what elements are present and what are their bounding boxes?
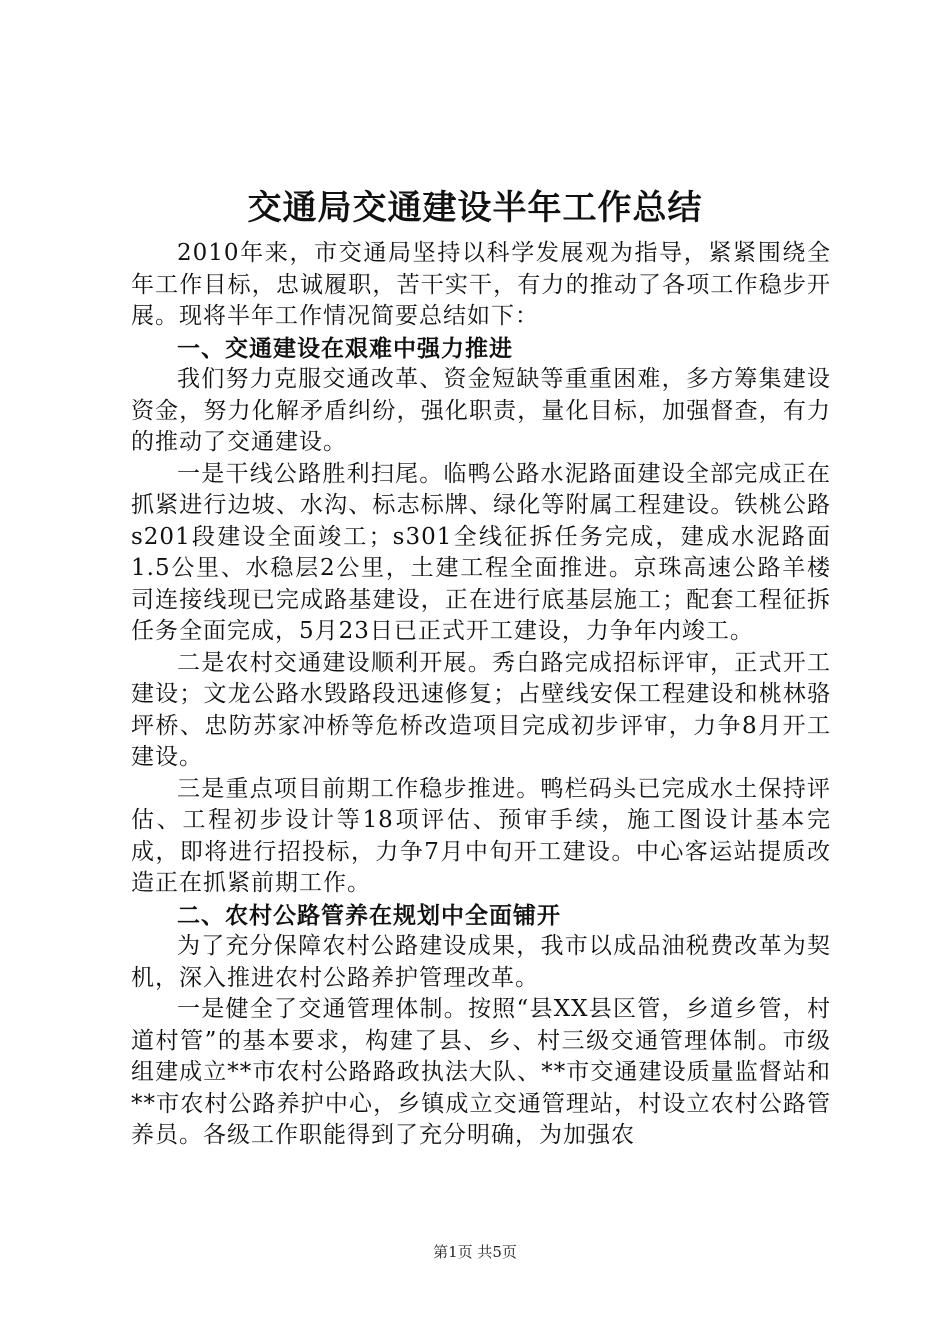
body-paragraph: 我们努力克服交通改革、资金短缺等重重困难，多方筹集建设资金，努力化解矛盾纠纷，强化职责，量化目标，加强督查，有力的推动了交通建设。 bbox=[131, 366, 831, 455]
body-paragraph: 为了充分保障农村公路建设成果，我市以成品油税费改革为契机，深入推进农村公路养护管理改革。 bbox=[131, 933, 831, 991]
body-paragraph: 2010年来，市交通局坚持以科学发展观为指导，紧紧围绕全年工作目标，忠诚履职，苦干实干，有力的推动了各项工作稳步开展。现将半年工作情况简要总结如下： bbox=[131, 240, 831, 329]
section-heading: 一、交通建设在艰难中强力推进 bbox=[177, 334, 513, 362]
body-paragraph: 二是农村交通建设顺利开展。秀白路完成招标评审，正式开工建设；文龙公路水毁路段迅速修复；占壁线安保工程建设和桃林骆坪桥、忠防苏家冲桥等危桥改造项目完成初步评审，力争8月开工建设。 bbox=[131, 649, 831, 770]
page-footer: 第1页 共5页 bbox=[433, 1243, 517, 1261]
body-paragraph: 一是干线公路胜利扫尾。临鸭公路水泥路面建设全部完成正在抓紧进行边坡、水沟、标志标牌、绿化等附属工程建设。铁桃公路s201段建设全面竣工；s301全线征拆任务完成，建成水泥路面1.5公里、水稳层2公里，土建工程全面推进。京珠高速公路羊楼司连接线现已完成路基建设，正在进行底基层施工；配套工程征拆任务全面完成，5月23日已正式开工建设，力争年内竣工。 bbox=[131, 460, 831, 644]
body-paragraph: 一是健全了交通管理体制。按照“县XX县区管，乡道乡管，村道村管”的基本要求，构建了县、乡、村三级交通管理体制。市级组建成立**市农村公路路政执法大队、**市交通建设质量监督站和**市农村公路养护中心，乡镇成立交通管理站，村设立农村公路管养员。各级工作职能得到了充分明确，为加强农 bbox=[131, 996, 831, 1148]
document-body bbox=[131, 238, 831, 1152]
document-title: 交通局交通建设半年工作总结 bbox=[247, 188, 703, 228]
section-heading: 二、农村公路管养在规划中全面铺开 bbox=[177, 901, 561, 929]
body-paragraph: 三是重点项目前期工作稳步推进。鸭栏码头已完成水土保持评估、工程初步设计等18项评估、预审手续，施工图设计基本完成，即将进行招投标，力争7月中旬开工建设。中心客运站提质改造正在抓紧前期工作。 bbox=[131, 775, 831, 896]
